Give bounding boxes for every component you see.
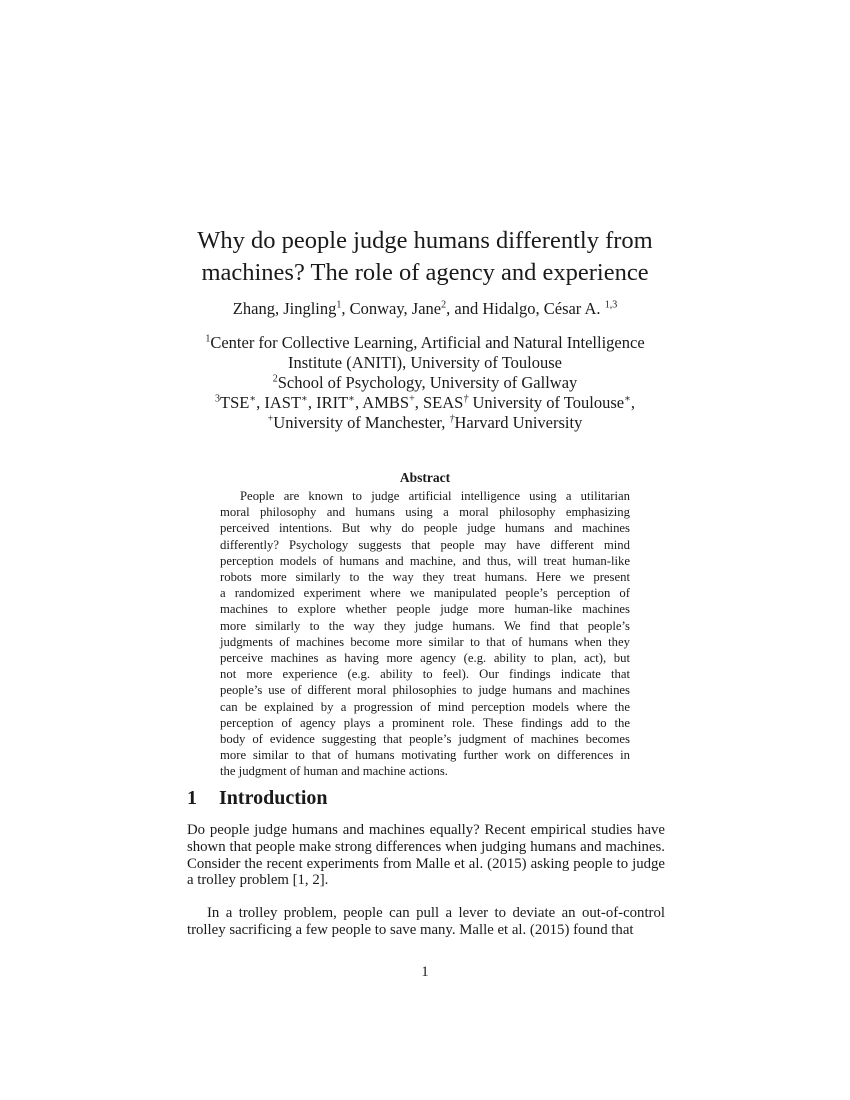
text-line: robots more similarly to the way they treat humans. Here we present [220,570,630,585]
affiliation-text: Institute (ANITI), University of Toulouse [288,353,562,372]
section-heading [187,785,667,811]
author-separator: , and [446,299,483,318]
affiliation-text: , IRIT [307,393,349,412]
affiliation-line [120,373,730,393]
affiliation-text: University of Manchester, [273,413,450,432]
text-line: Consider the recent experiments from Malle et al. (2015) asking people to judge [187,855,665,872]
affiliation-text: School of Psychology, University of Gallway [277,373,578,392]
text-line: differently? Psychology suggests that people may have different mind [220,537,630,552]
text-line: perception of agency plays a prominent role. These findings add to the [220,715,630,730]
page-number: 1 [421,964,429,980]
affiliation-line [120,333,730,353]
affiliations [120,333,730,433]
author-list [120,298,730,320]
affiliation-mark: ∗ [249,393,257,405]
text-line: more similarly to the way they judge humans. We find that people’s [220,618,630,633]
affiliation-mark: + [409,393,415,405]
text-line: trolley sacrificing a few people to save many. Malle et al. (2015) found that [187,921,634,938]
author-name: Conway, Jane [349,299,442,318]
affiliation-mark: ∗ [348,393,355,405]
text-line: body of evidence suggesting that people’s judgment of machines becomes [220,732,630,747]
affiliation-mark: + [267,413,274,425]
author-name: Zhang, Jingling [232,299,337,318]
text-line: not more experience (e.g. ability to feel). Our findings indicate that [220,667,630,682]
affiliation-mark: † [449,413,455,425]
text-line: judgments of machines become more similar to that of humans when they [220,634,630,649]
affiliation-text: , SEAS [414,393,464,412]
abstract-body [220,488,630,780]
section-number: 1 [187,787,197,809]
author-affiliation-mark: 1 [336,299,342,311]
affiliation-mark: 2 [272,373,278,385]
affiliation-mark: ∗ [301,393,308,405]
affiliation-text: Harvard University [454,413,583,432]
paper-title [120,225,730,289]
text-line: a trolley problem [1, 2]. [187,872,329,889]
affiliation-text: Center for Collective Learning, Artificial and Natural Intelligence [210,333,645,352]
text-line: the judgment of human and machine actions. [220,764,448,779]
abstract-heading: Abstract [399,470,451,485]
text-line: moral philosophy and humans using a moral philosophy emphasizing [220,505,630,520]
text-line: more similar to that of humans motivating further work on differences in [220,748,630,763]
text-line: perceive machines as having more agency (e.g. ability to plan, act), but [220,651,630,666]
text-line: machines to explore whether people judge more human-like machines [220,602,630,617]
affiliation-mark: 1 [205,333,211,345]
author-affiliation-mark: 2 [441,299,447,311]
text-line: perceived intentions. But why do people judge humans and machines [220,521,630,536]
affiliation-line [120,413,730,433]
text-line: people’s use of different moral philosophies to judge humans and machines [220,683,630,698]
affiliation-mark: † [463,393,469,405]
affiliation-mark: ∗ [624,393,631,405]
affiliation-line [120,353,730,373]
title-line: machines? The role of agency and experience [201,259,649,286]
text-line: People are known to judge artificial intelligence using a utilitarian [240,489,630,503]
intro-paragraph-2 [187,905,665,939]
affiliation-line [120,393,730,413]
text-line: can be explained by a progression of mind perception models where the [220,699,630,714]
intro-paragraph-1 [187,822,665,889]
text-line: perception models of humans and machine, and thus, will treat human-like [220,553,630,568]
text-line: In a trolley problem, people can pull a lever to deviate an out-of-control [207,905,665,921]
affiliation-text: TSE [219,393,250,412]
affiliation-text: , [630,393,635,412]
section-title: Introduction [219,787,328,809]
text-line: Do people judge humans and machines equally? Recent empirical studies have [187,822,665,838]
author-affiliation-mark: 1,3 [604,299,618,311]
affiliation-mark: 3 [214,393,220,405]
affiliation-text: , IAST [256,393,302,412]
author-name: Hidalgo, César A. [482,299,601,318]
affiliation-text: University of Toulouse [468,393,625,412]
author-separator: , [341,299,350,318]
affiliation-text: , AMBS [354,393,410,412]
title-line: Why do people judge humans differently from [197,227,653,254]
text-line: a randomized experiment where we manipulated people’s perception of [220,586,630,601]
text-line: shown that people make strong differences when judging humans and machines. [187,838,665,855]
